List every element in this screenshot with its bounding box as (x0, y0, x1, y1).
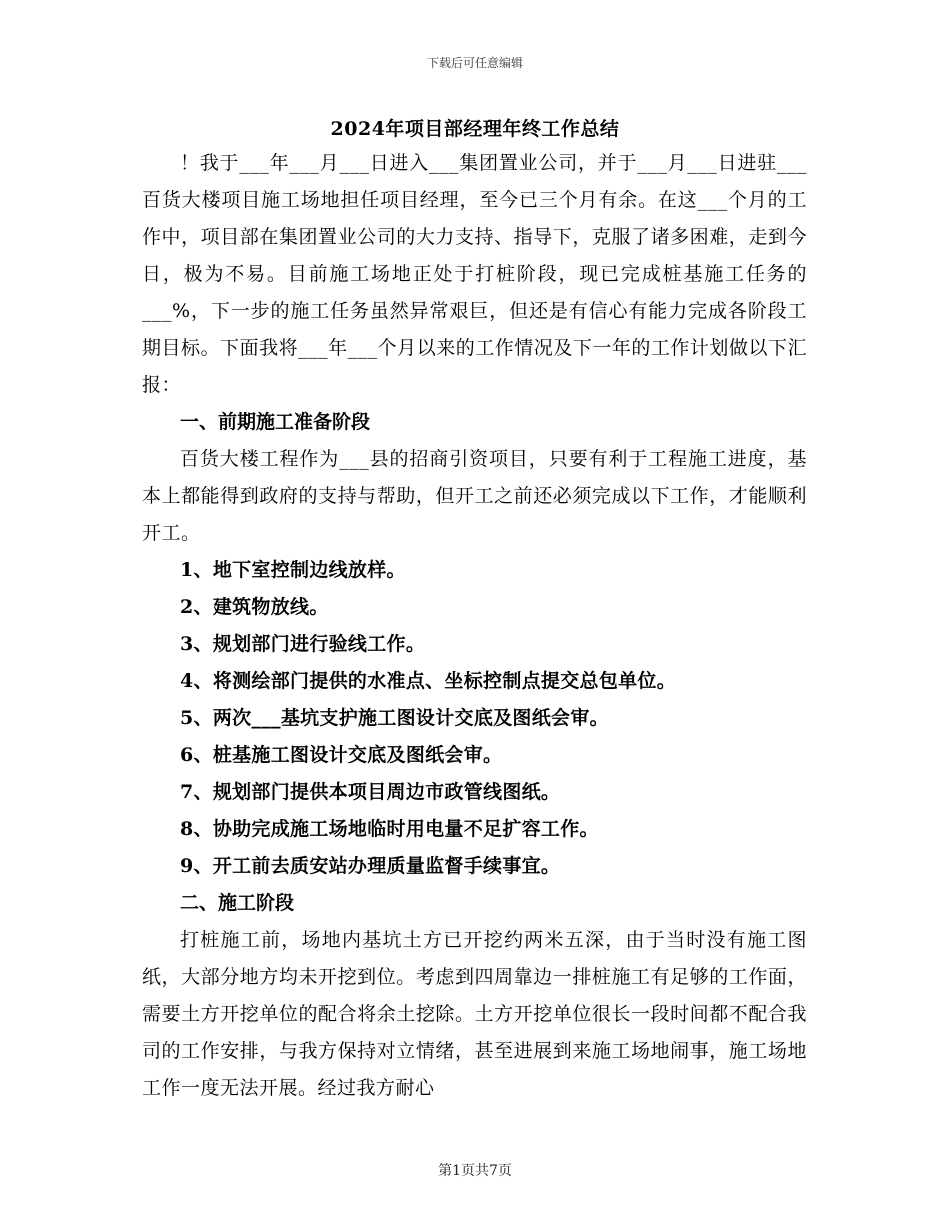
list-item: 9、开工前去质安站办理质量监督手续事宜。 (180, 855, 561, 877)
list-item: 2、建筑物放线。 (180, 596, 329, 618)
list-item: 5、两次___基坑支护施工图设计交底及图纸会审。 (180, 707, 609, 729)
document-title: 2024年项目部经理年终工作总结 (330, 118, 620, 140)
section1-heading: 一、前期施工准备阶段 (180, 411, 371, 433)
document-body (142, 145, 807, 1107)
list-item: 6、桩基施工图设计交底及图纸会审。 (180, 744, 503, 766)
list-item: 3、规划部门进行验线工作。 (180, 633, 426, 655)
list-item: 7、规划部门提供本项目周边市政管线图纸。 (180, 781, 561, 803)
list-item: 4、将测绘部门提供的水准点、坐标控制点提交总包单位。 (180, 670, 677, 692)
header-note: 下载后可任意编辑 (426, 56, 523, 70)
page-footer: 第1页共7页 (438, 1163, 512, 1179)
intro-paragraph: ！我于___年___月___日进入___集团置业公司，并于___月___日进驻___百货大楼项目施工场地担任项目经理，至今已三个月有余。在这___个月的工作中，项目部在集团置业公司的大力支持、指导下，克服了诸多困难，走到今日，极为不易。目前施工场地正处于打桩阶段，现已完成桩基施工任务的___%，下一步的施工任务虽然异常艰巨，但还是有信心有能力完成各阶段工期目标。下面我将___年___个月以来的工作情况及下一年的工作计划做以下汇报： (142, 152, 807, 396)
section1-list (142, 552, 807, 885)
list-item: 1、地下室控制边线放样。 (180, 559, 406, 581)
section2-heading: 二、施工阶段 (180, 892, 295, 914)
section1-paragraph: 百货大楼工程作为___县的招商引资项目，只要有利于工程施工进度，基本上都能得到政府的支持与帮助，但开工之前还必须完成以下工作，才能顺利开工。 (142, 448, 807, 544)
section2-paragraph: 打桩施工前，场地内基坑土方已开挖约两米五深，由于当时没有施工图纸，大部分地方均未开挖到位。考虑到四周靠边一排桩施工有足够的工作面，需要土方开挖单位的配合将余土挖除。土方开挖单位很长一段时间都不配合我司的工作安排，与我方保持对立情绪，甚至进展到来施工场地闹事，施工场地工作一度无法开展。经过我方耐心 (142, 929, 807, 1099)
list-item: 8、协助完成施工场地临时用电量不足扩容工作。 (180, 818, 599, 840)
